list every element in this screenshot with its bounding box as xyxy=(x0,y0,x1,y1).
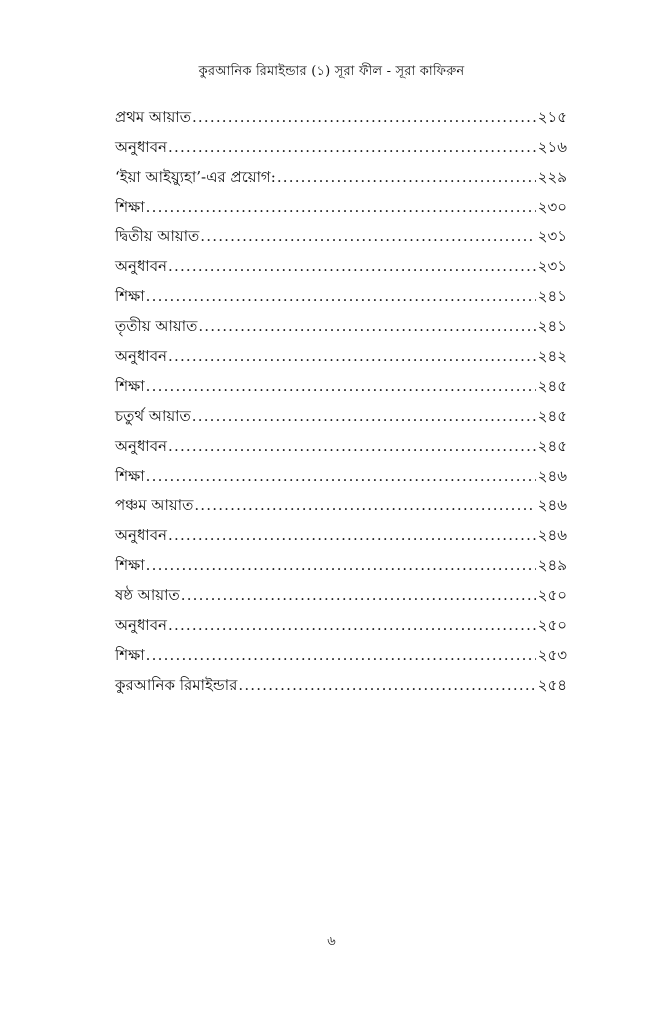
toc-entry-title: শিক্ষা xyxy=(115,197,145,216)
toc-entry-title: ষষ্ঠ আয়াত xyxy=(115,586,180,605)
toc-entry-page: ২৫৩ xyxy=(537,645,567,664)
toc-entry-page: ২৫০ xyxy=(537,616,567,635)
toc-entry-page: ২৫৪ xyxy=(537,675,567,694)
toc-entry xyxy=(115,366,567,396)
toc-entry-title: ‘ইয়া আইয়্যুহা’-এর প্রয়োগ: xyxy=(115,167,276,186)
toc-entry xyxy=(115,246,567,276)
toc-entry xyxy=(115,605,567,635)
toc-entry-title: তৃতীয় আয়াত xyxy=(115,317,198,336)
toc-entry-title: শিক্ষা xyxy=(115,287,145,306)
toc-entry-page: ২২৯ xyxy=(537,167,567,186)
toc-entry xyxy=(115,635,567,665)
dot-leader xyxy=(168,615,536,635)
toc-entry xyxy=(115,515,567,545)
toc-entry xyxy=(115,456,567,486)
toc-entry-page: ২৪২ xyxy=(537,347,567,366)
toc-entry xyxy=(115,336,567,366)
dot-leader xyxy=(146,555,536,575)
toc-entry-page: ২৪১ xyxy=(537,317,567,336)
table-of-contents xyxy=(115,97,567,695)
toc-entry xyxy=(115,97,567,127)
toc-entry-page: ২৪১ xyxy=(537,287,567,306)
dot-leader xyxy=(238,675,535,695)
toc-entry xyxy=(115,217,567,247)
toc-entry-title: অনুধাবন xyxy=(115,436,168,455)
toc-entry-title: দ্বিতীয় আয়াত xyxy=(115,227,200,246)
dot-leader xyxy=(198,316,535,336)
toc-entry xyxy=(115,157,567,187)
toc-entry xyxy=(115,486,567,516)
dot-leader xyxy=(146,376,536,396)
dot-leader xyxy=(194,495,535,515)
toc-entry xyxy=(115,665,567,695)
running-header: কুরআনিক রিমাইন্ডার (১) সূরা ফীল - সূরা কাফিরুন xyxy=(198,64,465,79)
toc-entry-page: ২৪৬ xyxy=(537,466,567,485)
toc-entry-title: অনুধাবন xyxy=(115,526,168,545)
toc-entry-title: অনুধাবন xyxy=(115,616,168,635)
dot-leader xyxy=(146,286,536,306)
dot-leader xyxy=(192,406,536,426)
dot-leader xyxy=(168,436,536,456)
toc-entry xyxy=(115,575,567,605)
toc-entry-title: পঞ্চম আয়াত xyxy=(115,496,194,515)
toc-entry-title: অনুধাবন xyxy=(115,257,168,276)
toc-entry-page: ২৩১ xyxy=(537,227,567,246)
dot-leader xyxy=(168,137,536,157)
toc-entry xyxy=(115,545,567,575)
toc-entry-page: ২১৬ xyxy=(537,137,567,156)
page-number: ৬ xyxy=(327,934,336,949)
dot-leader xyxy=(146,645,536,665)
dot-leader xyxy=(146,466,536,486)
dot-leader xyxy=(200,226,535,246)
dot-leader xyxy=(168,256,536,276)
toc-entry-page: ২৪৬ xyxy=(537,496,567,515)
toc-entry xyxy=(115,276,567,306)
dot-leader xyxy=(277,167,536,187)
toc-entry-title: কুরআনিক রিমাইন্ডার xyxy=(115,675,238,694)
toc-entry-page: ২৪৯ xyxy=(537,556,567,575)
toc-entry-page: ২১৫ xyxy=(537,107,567,126)
dot-leader xyxy=(168,525,536,545)
toc-entry-title: শিক্ষা xyxy=(115,645,145,664)
toc-entry xyxy=(115,396,567,426)
toc-entry-title: অনুধাবন xyxy=(115,137,168,156)
toc-entry xyxy=(115,187,567,217)
dot-leader xyxy=(146,197,536,217)
toc-entry-title: অনুধাবন xyxy=(115,347,168,366)
toc-entry-page: ২৩১ xyxy=(537,257,567,276)
toc-entry-page: ২৪৬ xyxy=(537,526,567,545)
dot-leader xyxy=(168,346,536,366)
toc-entry-title: শিক্ষা xyxy=(115,466,145,485)
toc-entry-title: চতুর্থ আয়াত xyxy=(115,406,191,425)
toc-entry xyxy=(115,306,567,336)
toc-entry-title: প্রথম আয়াত xyxy=(115,107,191,126)
toc-entry xyxy=(115,426,567,456)
dot-leader xyxy=(192,107,536,127)
toc-entry-page: ২৪৫ xyxy=(537,436,567,455)
toc-entry-page: ২৪৫ xyxy=(537,406,567,425)
toc-entry-page: ২৫০ xyxy=(537,586,567,605)
toc-entry xyxy=(115,127,567,157)
toc-entry-page: ২৩০ xyxy=(537,197,567,216)
toc-entry-page: ২৪৫ xyxy=(537,376,567,395)
toc-entry-title: শিক্ষা xyxy=(115,556,145,575)
dot-leader xyxy=(181,585,536,605)
toc-entry-title: শিক্ষা xyxy=(115,376,145,395)
